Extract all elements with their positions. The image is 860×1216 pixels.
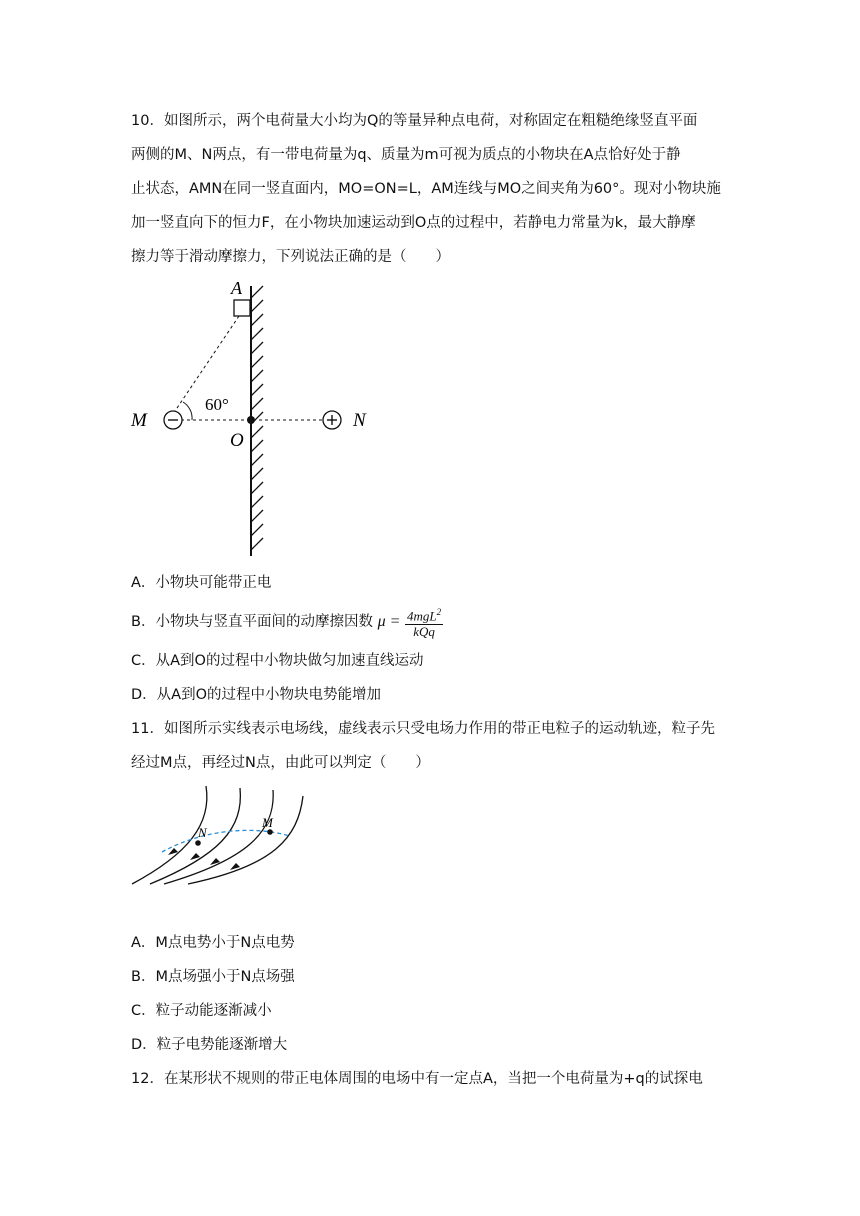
field-arrow-4 (230, 863, 240, 870)
q10-line-2: 两侧的M、N两点，有一带电荷量为q、质量为m可视为质点的小物块在A点恰好处于静 (131, 147, 681, 163)
q11-option-A: A．M点电势小于N点电势 (131, 935, 295, 951)
field-line-2 (150, 788, 240, 884)
q10-line-4: 加一竖直向下的恒力F，在小物块加速运动到O点的过程中，若静电力常量为k，最大静摩 (131, 215, 696, 231)
point-O (247, 416, 255, 424)
q10-option-B (131, 605, 443, 639)
mu-fraction (405, 605, 443, 638)
q10-option-C: C．从A到O的过程中小物块做匀加速直线运动 (131, 653, 424, 669)
q11-line-2: 经过M点，再经过N点，由此可以判定（ ） (131, 755, 430, 771)
mu-symbol: μ = (377, 613, 401, 630)
q11-line-1: 11．如图所示实线表示电场线，虚线表示只受电场力作用的带正电粒子的运动轨迹，粒子先 (131, 721, 715, 737)
q10-figure (125, 274, 385, 564)
point-N (195, 840, 201, 846)
q10-line-1: 10．如图所示，两个电荷量大小均为Q的等量异种点电荷，对称固定在粗糙绝缘竖直平面 (131, 113, 698, 129)
q10-option-B-text: B．小物块与竖直平面间的动摩擦因数 (131, 614, 373, 630)
label-N: N (198, 825, 207, 840)
frac-exponent: 2 (436, 607, 442, 618)
q12-line-1: 12．在某形状不规则的带正电体周围的电场中有一定点A，当把一个电荷量为+q的试探电 (131, 1071, 703, 1087)
field-line-1 (132, 786, 207, 884)
frac-denominator: kQq (413, 623, 435, 639)
q10-line-3: 止状态，AMN在同一竖直面内，MO=ON=L，AM连线与MO之间夹角为60°。现对小物块施 (131, 181, 721, 197)
q11-option-D: D．粒子电势能逐渐增大 (131, 1037, 288, 1053)
label-O: O (230, 430, 244, 451)
q10-line-5: 擦力等于滑动摩擦力，下列说法正确的是（ ） (131, 249, 450, 265)
q10-option-A: A．小物块可能带正电 (131, 575, 272, 591)
q10-option-D: D．从A到O的过程中小物块电势能增加 (131, 687, 381, 703)
angle-arc (183, 402, 192, 420)
label-A: A (231, 278, 242, 298)
label-M: M (131, 410, 147, 431)
angle-label: 60° (205, 395, 229, 414)
q11-option-B: B．M点场强小于N点场强 (131, 969, 295, 985)
q11-figure (128, 784, 318, 894)
frac-numerator: 4mgL (407, 608, 437, 624)
q11-option-C: C．粒子动能逐渐减小 (131, 1003, 272, 1019)
label-N: N (353, 410, 366, 431)
block-A (234, 300, 250, 316)
point-M (267, 829, 273, 835)
label-M: M (262, 815, 273, 830)
